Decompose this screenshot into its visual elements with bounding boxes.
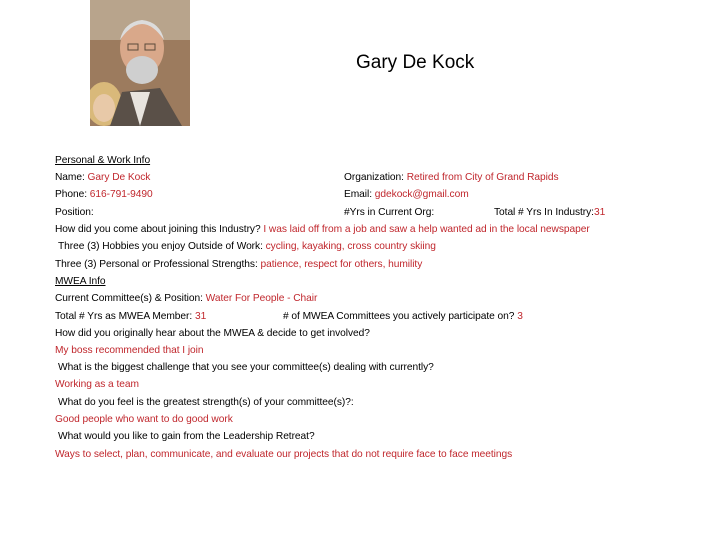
position-label: Position: [55, 207, 94, 218]
num-committees-label: # of MWEA Committees you actively participate on? [283, 311, 515, 322]
email-row [344, 188, 469, 201]
years-member-value: 31 [194, 311, 207, 322]
how-join-label: How did you come about joining this Industry? [55, 224, 261, 235]
hobbies-value: cycling, kayaking, cross country skiing [265, 241, 436, 252]
page-title: Gary De Kock [356, 52, 475, 73]
committee-row [55, 292, 317, 305]
organization-label: Organization: [344, 172, 404, 183]
name-label: Name: [55, 172, 85, 183]
num-committees-row [283, 310, 523, 323]
committee-label: Current Committee(s) & Position: [55, 293, 203, 304]
years-in-industry-label: Total # Yrs In Industry: [494, 207, 594, 218]
hobbies-label: Three (3) Hobbies you enjoy Outside of Work: [58, 241, 263, 252]
strengths-label: Three (3) Personal or Professional Strengths: [55, 259, 258, 270]
years-in-org-label: #Yrs in Current Org: [344, 207, 435, 218]
section-heading-personal: Personal & Work Info [55, 155, 151, 166]
how-join-value: I was laid off from a job and saw a help wanted ad in the local newspaper [263, 224, 590, 235]
organization-value: Retired from City of Grand Rapids [406, 172, 559, 183]
section-heading-mwea: MWEA Info [55, 276, 106, 287]
how-join-row [55, 223, 590, 236]
years-in-industry-value: 31 [593, 207, 606, 218]
phone-row [55, 188, 153, 201]
years-member-row [55, 310, 206, 323]
years-member-label: Total # Yrs as MWEA Member: [55, 311, 193, 322]
challenge-answer: Working as a team [55, 379, 139, 390]
profile-photo [90, 0, 190, 126]
committee-value: Water For People - Chair [205, 293, 318, 304]
name-row [55, 171, 150, 184]
gain-question: What would you like to gain from the Leadership Retreat? [58, 431, 315, 442]
hear-answer: My boss recommended that I join [55, 345, 204, 356]
num-committees-value: 3 [517, 311, 523, 322]
strength-question: What do you feel is the greatest strength(s) of your committee(s)?: [58, 397, 354, 408]
hobbies-row [58, 240, 436, 253]
years-in-industry-row [494, 206, 605, 219]
challenge-question: What is the biggest challenge that you see your committee(s) dealing with currently? [58, 362, 434, 373]
phone-value: 616-791-9490 [89, 189, 153, 200]
organization-row [344, 171, 559, 184]
email-value: gdekock@gmail.com [374, 189, 469, 200]
phone-label: Phone: [55, 189, 87, 200]
hear-question: How did you originally hear about the MWEA & decide to get involved? [55, 328, 370, 339]
strengths-row [55, 258, 422, 271]
email-label: Email: [344, 189, 373, 200]
strength-answer: Good people who want to do good work [55, 414, 233, 425]
strengths-value: patience, respect for others, humility [260, 259, 423, 270]
gain-answer: Ways to select, plan, communicate, and evaluate our projects that do not require face to face meetings [55, 449, 513, 460]
name-value: Gary De Kock [87, 172, 151, 183]
portrait-illustration [90, 0, 190, 126]
